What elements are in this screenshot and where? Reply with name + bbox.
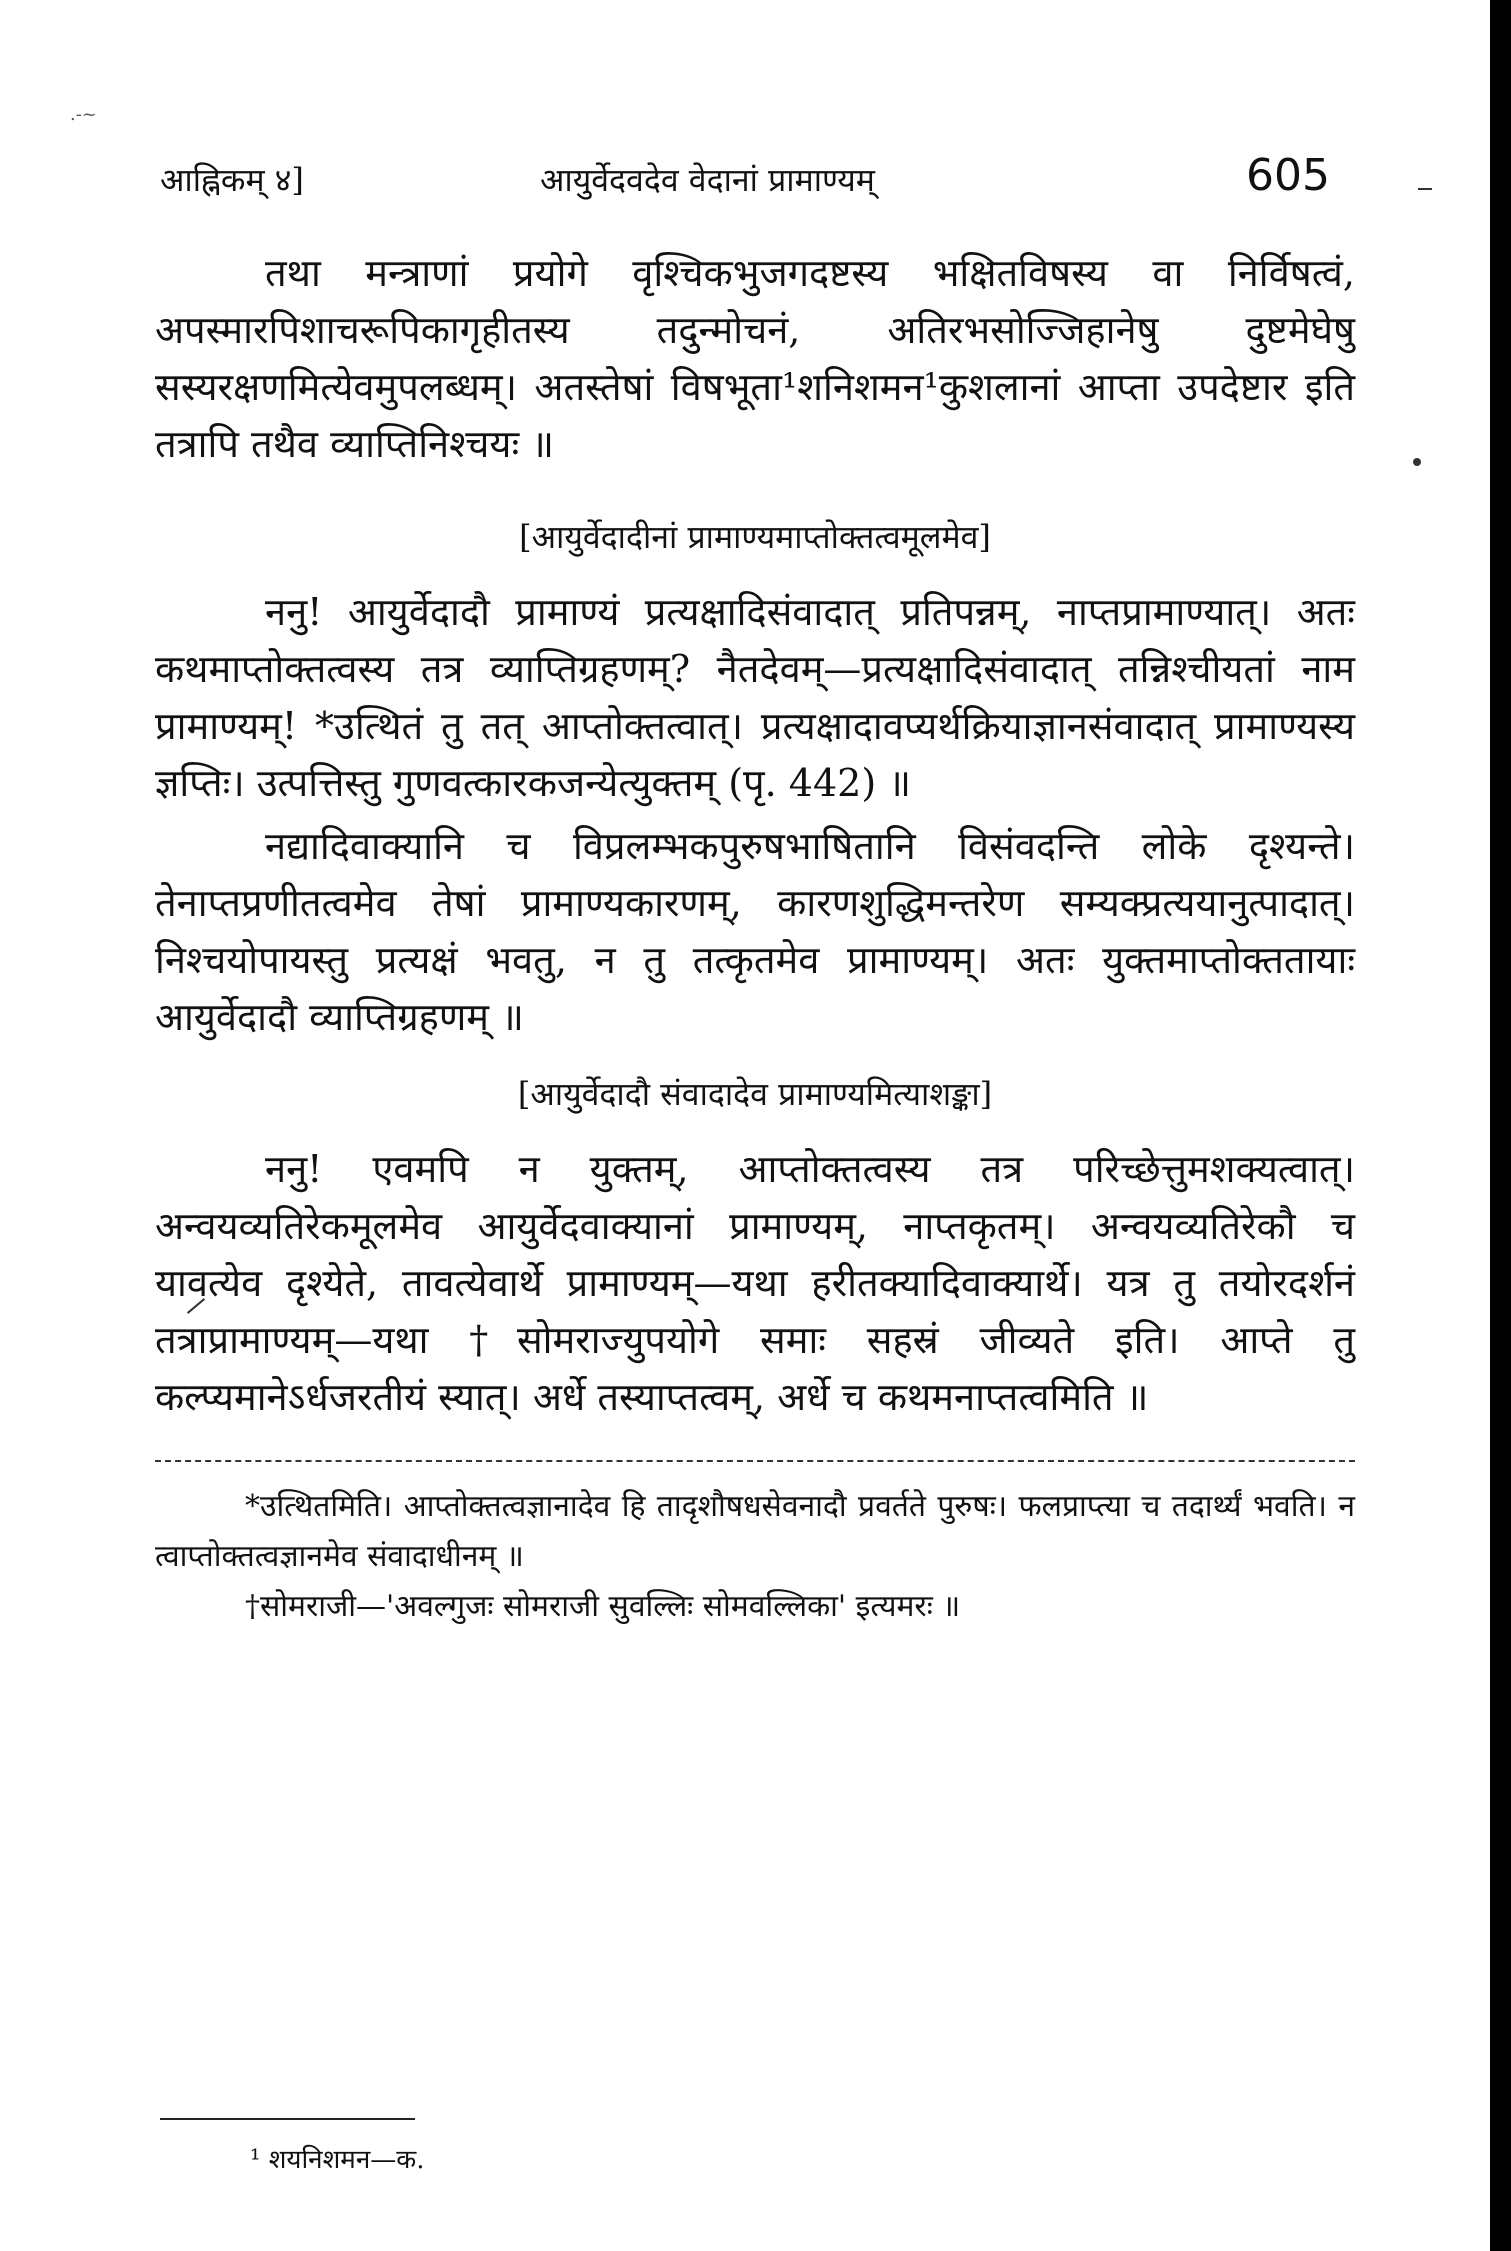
chapter-label: आह्निकम् ४] bbox=[160, 161, 304, 199]
variant-reading: ¹ शयनिशमन—क. bbox=[250, 2145, 425, 2175]
margin-dot bbox=[1413, 458, 1421, 466]
paragraph-4: ननु! एवमपि न युक्तम्, आप्तोक्तत्वस्य तत्र परिच्छेत्तुमशक्यत्वात्। अन्वयव्यतिरेकमूलमेव आयुर्वेदवाक्यानां प्रामाण्यम्, नाप्तकृतम्। अन्वयव्यतिरेकौ च यावत्येव दृश्येते, तावत्येवार्थे प्रामाण्यम्—यथा हरीतक्यादिवाक्यार्थे। यत्र तु तयोरदर्शनं तत्राप्रामाण्यम्—यथा †सोमराज्युपयोगे समाः सहस्रं जीव्यते इति। आप्ते तु कल्प्यमानेऽर्धजरतीयं स्यात्। अर्धे तस्याप्तत्वम्, अर्धे च कथमनाप्तत्वमिति ॥ bbox=[155, 1147, 1355, 1419]
paragraph-1: तथा मन्त्राणां प्रयोगे वृश्चिकभुजगदष्टस्य भक्षितविषस्य वा निर्विषत्वं, अपस्मारपिशाचरूपिकागृहीतस्य तदुन्मोचनं, अतिरभसोज्जिहानेषु दुष्टमेघेषु सस्यरक्षणमित्येवमुपलब्धम्। अतस्तेषां विषभूता¹शनिशमन¹कुशलानां आप्ता उपदेष्टार इति तत्रापि तथैव व्याप्तिनिश्चयः ॥ bbox=[155, 251, 1355, 466]
variant-rule bbox=[160, 2118, 415, 2120]
paragraph-3: नद्यादिवाक्यानि च विप्रलम्भकपुरुषभाषितानि विसंवदन्ति लोके दृश्यन्ते। तेनाप्तप्रणीतत्वमेव तेषां प्रामाण्यकारणम्, कारणशुद्धिमन्तरेण सम्यक्प्रत्ययानुत्पादात्। निश्चयोपायस्तु प्रत्यक्षं भवतु, न तु तत्कृतमेव प्रामाण्यम्। अतः युक्तमाप्तोक्ततायाः आयुर्वेदादौ व्याप्तिग्रहणम् ॥ bbox=[155, 824, 1355, 1039]
footnote-1: *उत्थितमिति। आप्तोक्तत्वज्ञानादेव हि तादृशौषधसेवनादौ प्रवर्तते पुरुषः। फलप्राप्त्या च तदार्थ्यं भवति। न त्वाप्तोक्तत्वज्ञानमेव संवादाधीनम् ॥ bbox=[155, 1489, 1355, 1574]
footnote-separator bbox=[155, 1460, 1355, 1462]
footnote-2: †सोमराजी—'अवल्गुजः सोमराजी सुवल्लिः सोमवल्लिका' इत्यमरः ॥ bbox=[245, 1589, 961, 1624]
section-heading-1: [आयुर्वेदादीनां प्रामाण्यमाप्तोक्तत्वमूलमेव] bbox=[519, 518, 991, 556]
scan-mark: .-~ bbox=[70, 104, 97, 125]
paragraph-2: ननु! आयुर्वेदादौ प्रामाण्यं प्रत्यक्षादिसंवादात् प्रतिपन्नम्, नाप्तप्रामाण्यात्। अतः कथमाप्तोक्तत्वस्य तत्र व्याप्तिग्रहणम्? नैतदेवम्—प्रत्यक्षादिसंवादात् तन्निश्चीयतां नाम प्रामाण्यम्! *उत्थितं तु तत् आप्तोक्तत्वात्। प्रत्यक्षादावप्यर्थक्रियाज्ञानसंवादात् प्रामाण्यस्य ज्ञप्तिः। उत्पत्तिस्तु गुणवत्कारकजन्येत्युक्तम् (पृ. 442) ॥ bbox=[155, 590, 1355, 805]
running-title: आयुर्वेदवदेव वेदानां प्रामाण्यम् bbox=[540, 161, 875, 199]
page-number: 605 bbox=[1246, 150, 1330, 201]
margin-mark bbox=[1418, 188, 1432, 190]
main-text bbox=[155, 245, 1355, 1632]
section-heading-2: [आयुर्वेदादौ संवादादेव प्रामाण्यमित्याशङ्का] bbox=[517, 1075, 993, 1113]
scan-edge bbox=[1490, 0, 1511, 2251]
running-header bbox=[160, 150, 1330, 210]
